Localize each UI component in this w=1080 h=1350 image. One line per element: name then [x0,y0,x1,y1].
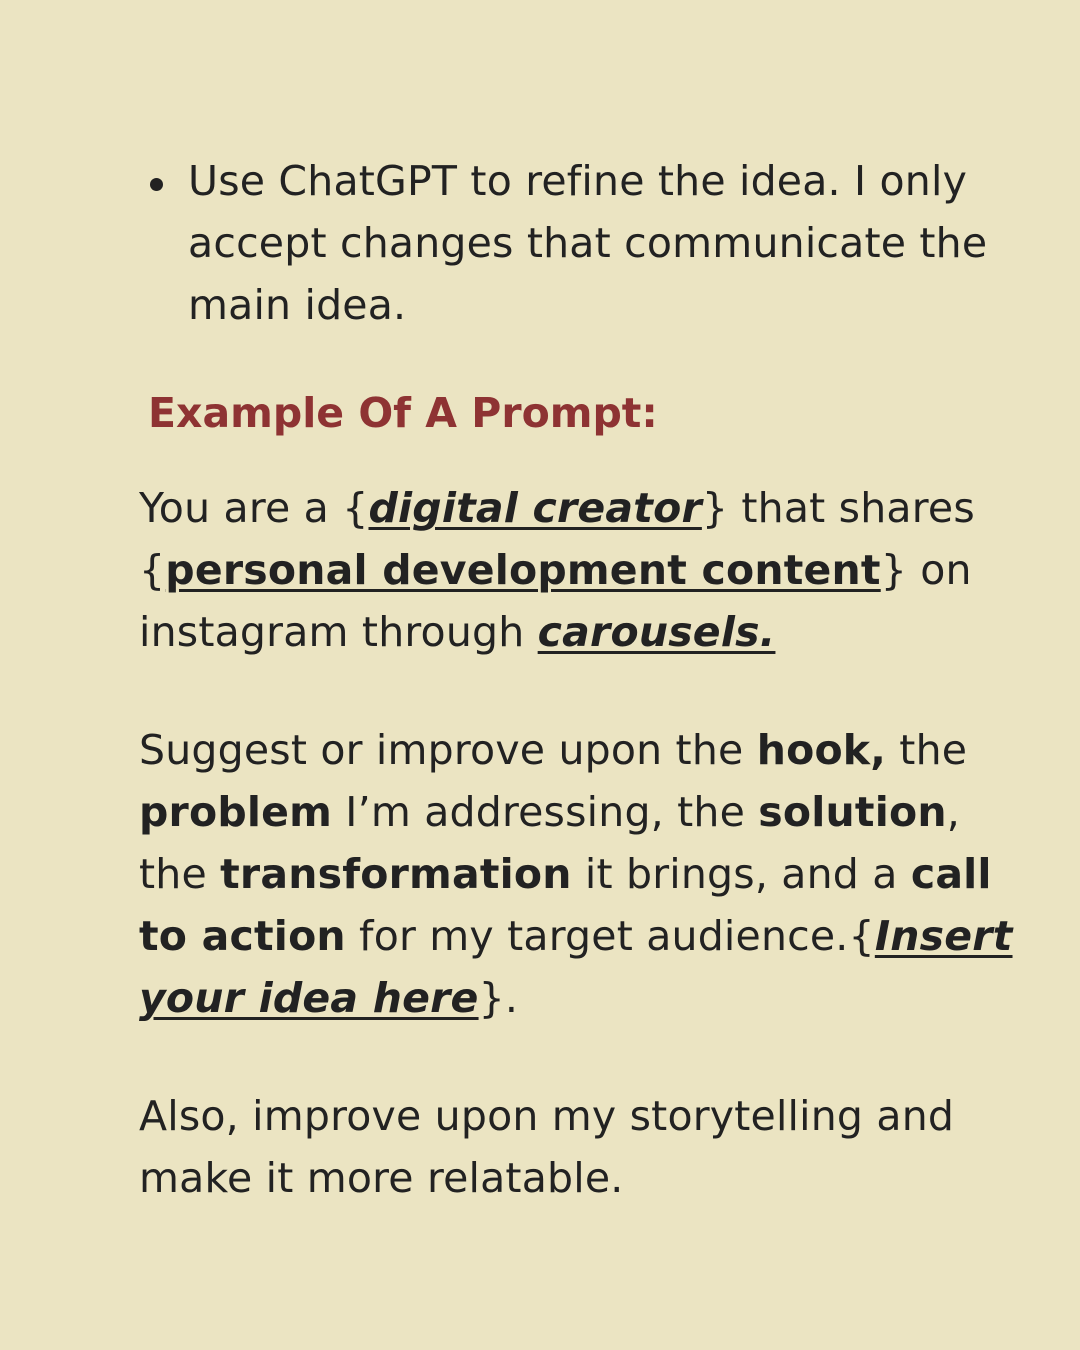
bullet-text: Use ChatGPT to refine the idea. I only accept changes that communicate the main idea. [188,157,988,329]
placeholder-format: carousels. [537,608,776,656]
keyword-call-to-action: call to action [139,850,992,960]
text-run: }. [478,974,519,1022]
placeholder-role: digital creator [368,484,702,532]
text-run: for my target audience.{ [345,912,875,960]
prompt-paragraph-role [139,477,999,663]
bullet-dot-icon [150,178,163,191]
prompt-heading: Example Of A Prompt: [148,389,658,437]
text-run: } on instagram through [139,546,972,656]
placeholder-idea: Insert your idea here [139,912,1013,1022]
text-run: the [886,726,968,774]
keyword-problem: problem [139,788,333,836]
prompt-paragraph-task [139,719,1039,1029]
text-run: Suggest or improve upon the [139,726,757,774]
text-run: it brings, and a [571,850,911,898]
keyword-hook: hook, [756,726,887,774]
text-run: } that shares { [139,484,975,594]
placeholder-niche: personal development content [165,546,881,594]
text-run: I’m addressing, the [332,788,759,836]
keyword-transformation: transformation [220,850,572,898]
text-run: , the [139,788,960,898]
keyword-solution: solution [758,788,947,836]
text-run: You are a { [139,484,369,532]
prompt-paragraph-storytelling: Also, improve upon my storytelling and make it more relatable. [139,1092,955,1202]
